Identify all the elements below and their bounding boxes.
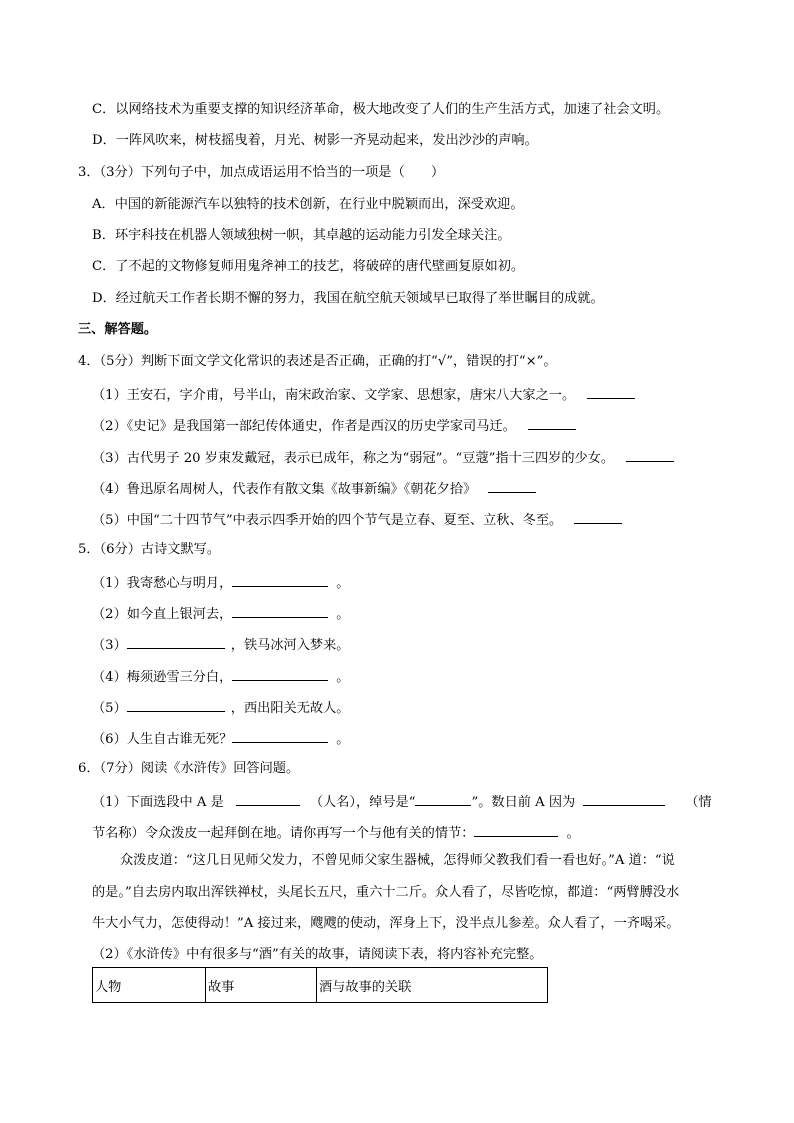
q5-item-6: （6）人生自古谁无死？ 。 bbox=[92, 728, 349, 749]
answer-blank[interactable] bbox=[232, 728, 328, 743]
q3-option-d: D．经过航天工作者长期不懈的努力，我国在航空航天领域早已取得了举世瞩目的成就。 bbox=[92, 291, 604, 306]
answer-blank[interactable] bbox=[127, 634, 225, 649]
passage-line-2: 的是。”自去房内取出浑铁禅杖，头尾长五尺，重六十二斤。众人看了，尽皆吃惊，都道：“两臂膊没水 bbox=[92, 885, 680, 900]
table-header-row bbox=[93, 968, 548, 1003]
q5-item-3: （3） ，铁马冰河入梦来。 bbox=[92, 634, 349, 655]
q4-stem: 4．（5分）判断下面文学文化常识的表述是否正确，正确的打“√”，错误的打“×”。 bbox=[78, 354, 557, 369]
q5-item-2: （2）如今直上银河去， 。 bbox=[92, 603, 349, 624]
q3-stem: 3．（3分）下列句子中，加点成语运用不恰当的一项是（ ） bbox=[78, 165, 445, 180]
q6-item-2: （2）《水浒传》中有很多与“酒”有关的故事，请阅读下表，将内容补充完整。 bbox=[92, 947, 543, 962]
wine-stories-table bbox=[92, 967, 548, 1003]
answer-blank[interactable] bbox=[232, 603, 328, 618]
passage-line-1: 众泼皮道：“这几日见师父发力，不曾见师父家生器械，怎得师父教我们看一看也好。”A 道：“说 bbox=[120, 853, 675, 868]
passage-line-3: 牛大小气力，怎使得动！”A 接过来，飕飕的使动，浑身上下，没半点儿参差。众人看了，一齐喝采。 bbox=[92, 916, 680, 931]
answer-blank[interactable] bbox=[232, 666, 328, 681]
answer-blank[interactable] bbox=[127, 697, 225, 712]
q6-item-1-line-2: 节名称）令众泼皮一起拜倒在地。请你再写一个与他有关的情节： 。 bbox=[92, 822, 580, 843]
q6-stem: 6．（7分）阅读《水浒传》回答问题。 bbox=[78, 761, 300, 776]
answer-blank[interactable] bbox=[488, 478, 536, 493]
answer-blank[interactable] bbox=[574, 509, 622, 524]
q4-item-3: （3）古代男子 20 岁束发戴冠，表示已成年，称之为“弱冠”。“豆蔻”指十三四岁的少女。 bbox=[92, 447, 674, 468]
q5-stem: 5．（6分）古诗文默写。 bbox=[78, 542, 221, 557]
q5-item-1: （1）我寄愁心与明月， 。 bbox=[92, 572, 349, 593]
answer-blank[interactable] bbox=[415, 791, 471, 806]
table-header-cell: 人物 bbox=[93, 968, 206, 1003]
q5-item-4: （4）梅须逊雪三分白， 。 bbox=[92, 666, 349, 687]
q2-option-c: C．以网络技术为重要支撑的知识经济革命，极大地改变了人们的生产生活方式，加速了社会文明。 bbox=[92, 102, 670, 117]
answer-blank[interactable] bbox=[587, 384, 635, 399]
q4-item-2: （2）《史记》是我国第一部纪传体通史，作者是西汉的历史学家司马迁。 bbox=[92, 415, 576, 436]
q4-item-5: （5）中国“二十四节气”中表示四季开始的四个节气是立春、夏至、立秋、冬至。 bbox=[92, 509, 622, 530]
q6-item-1-line-1: （1）下面选段中 A 是 （人名），绰号是“ ”。数日前 A 因为 （情 bbox=[92, 791, 712, 812]
answer-blank[interactable] bbox=[474, 822, 558, 837]
q3-option-a: A．中国的新能源汽车以独特的技术创新，在行业中脱颖而出，深受欢迎。 bbox=[92, 197, 524, 212]
q4-item-1: （1）王安石，字介甫，号半山，南宋政治家、文学家、思想家，唐宋八大家之一。 bbox=[92, 384, 635, 405]
answer-blank[interactable] bbox=[236, 791, 300, 806]
section-heading: 三、解答题。 bbox=[78, 322, 158, 337]
answer-blank[interactable] bbox=[583, 791, 665, 806]
answer-blank[interactable] bbox=[232, 572, 328, 587]
answer-blank[interactable] bbox=[528, 415, 576, 430]
table-header-cell: 酒与故事的关联 bbox=[317, 968, 548, 1003]
q2-option-d: D．一阵风吹来，树枝摇曳着，月光、树影一齐晃动起来，发出沙沙的声响。 bbox=[92, 133, 538, 148]
q3-option-b: B．环宇科技在机器人领域独树一帜，其卓越的运动能力引发全球关注。 bbox=[92, 228, 511, 243]
q3-option-c: C．了不起的文物修复师用鬼斧神工的技艺，将破碎的唐代壁画复原如初。 bbox=[92, 259, 525, 274]
table-header-cell: 故事 bbox=[206, 968, 317, 1003]
answer-blank[interactable] bbox=[626, 447, 674, 462]
q4-item-4: （4）鲁迅原名周树人，代表作有散文集《故事新编》《朝花夕拾》 bbox=[92, 478, 536, 499]
q5-item-5: （5） ，西出阳关无故人。 bbox=[92, 697, 349, 718]
